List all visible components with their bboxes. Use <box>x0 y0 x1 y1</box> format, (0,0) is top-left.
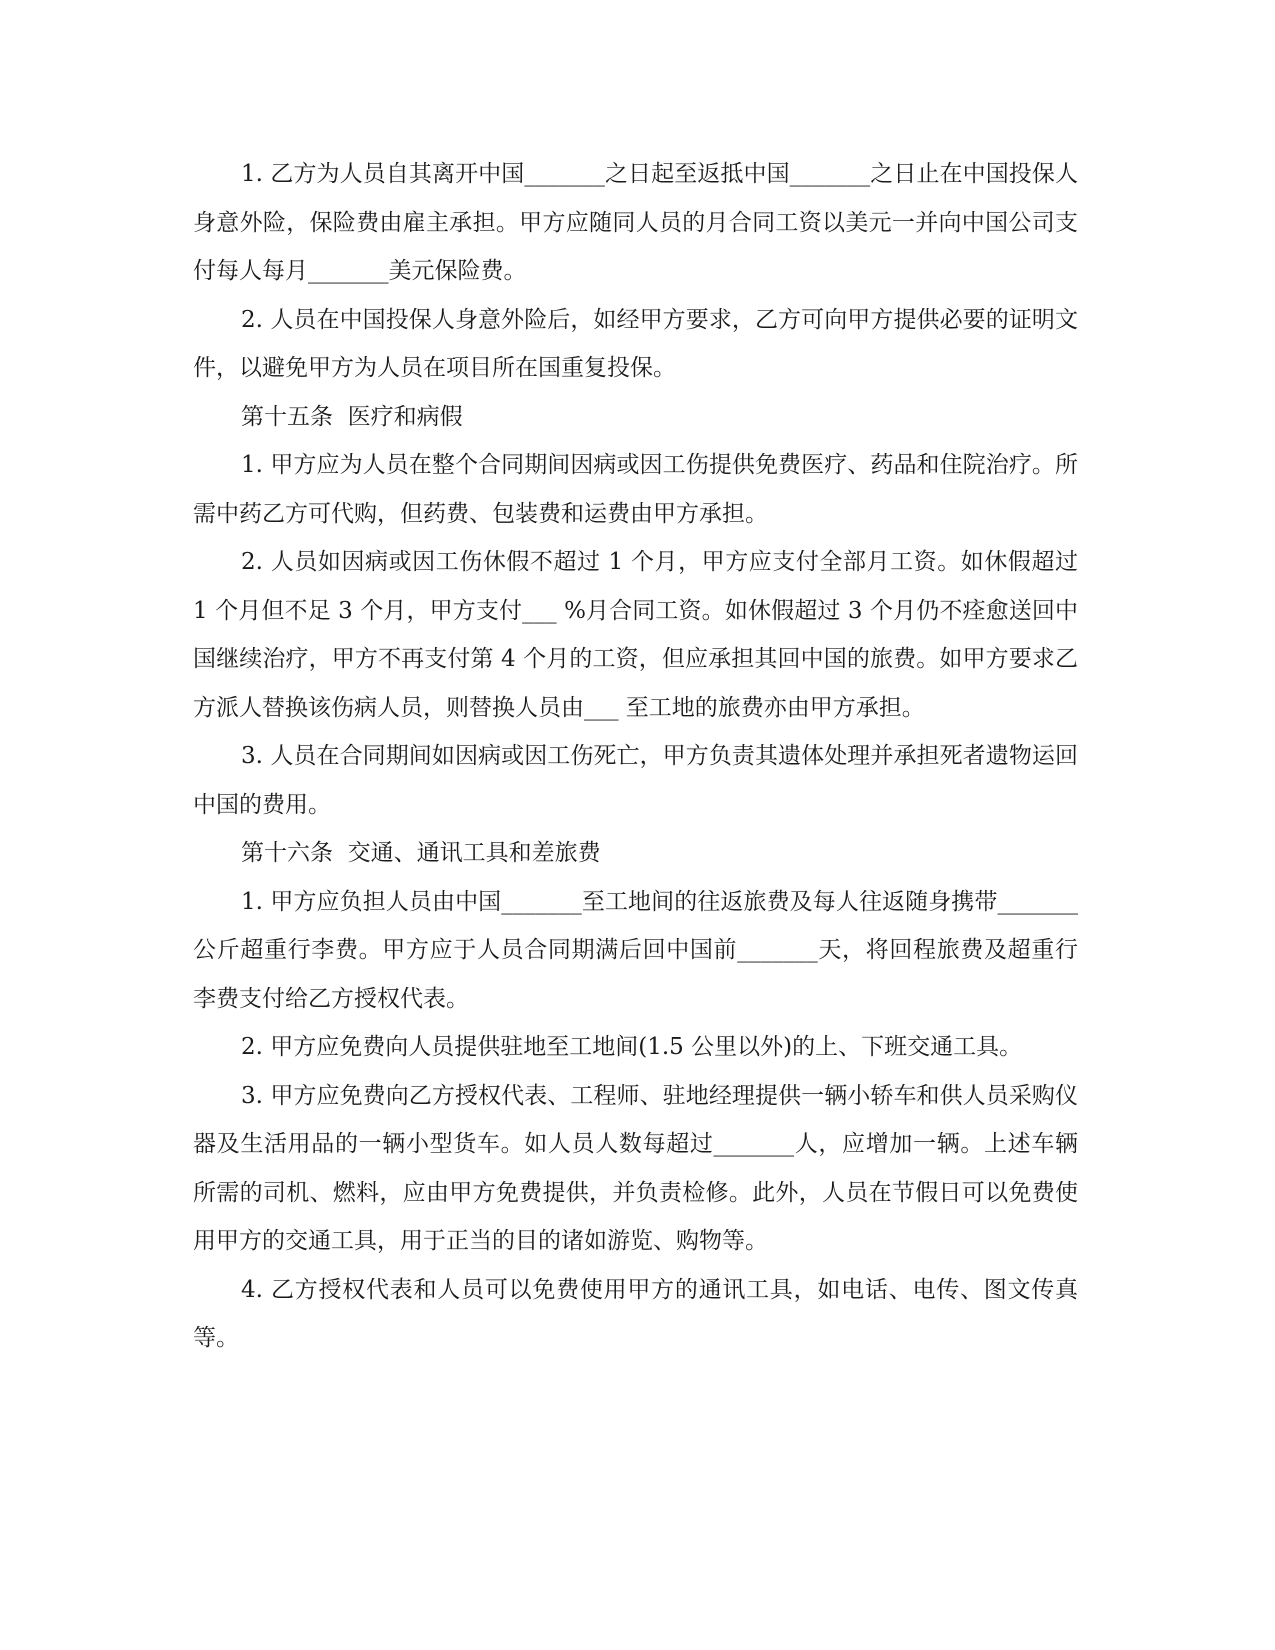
transport-clause-1: 1. 甲方应负担人员由中国_______至工地间的往返旅费及每人往返随身携带_______公斤超重行李费。甲方应于人员合同期满后回中国前_______天，将回程旅费及超重行李费支付给乙方授权代表。 <box>193 888 1078 1012</box>
transport-clause-4: 4. 乙方授权代表和人员可以免费使用甲方的通讯工具，如电话、电传、图文传真等。 <box>193 1276 1078 1351</box>
insurance-clause-2: 2. 人员在中国投保人身意外险后，如经甲方要求，乙方可向甲方提供必要的证明文件，以避免甲方为人员在项目所在国重复投保。 <box>193 306 1078 381</box>
medical-clause-2: 2. 人员如因病或因工伤休假不超过 1 个月，甲方应支付全部月工资。如休假超过 1 个月但不足 3 个月，甲方支付___ %月合同工资。如休假超过 3 个月仍不痊愈送回中国继续治疗，甲方不再支付第 4 个月的工资，但应承担其回中国的旅费。如甲方要求乙方派人替换该伤病人员，则替换人员由___ 至工地的旅费亦由甲方承担。 <box>193 549 1086 721</box>
contract-body <box>193 150 1086 1363</box>
transport-clause-3: 3. 甲方应免费向乙方授权代表、工程师、驻地经理提供一辆小轿车和供人员采购仪器及生活用品的一辆小型货车。如人员人数每超过_______人，应增加一辆。上述车辆所需的司机、燃料，应由甲方免费提供，并负责检修。此外，人员在节假日可以免费使用甲方的交通工具，用于正当的目的诸如游览、购物等。 <box>193 1082 1078 1254</box>
medical-clause-3: 3. 人员在合同期间如因病或因工伤死亡，甲方负责其遗体处理并承担死者遗物运回中国的费用。 <box>193 743 1078 818</box>
article-16-heading: 第十六条 交通、通讯工具和差旅费 <box>241 840 601 866</box>
medical-clause-1: 1. 甲方应为人员在整个合同期间因病或因工伤提供免费医疗、药品和住院治疗。所需中药乙方可代购，但药费、包装费和运费由甲方承担。 <box>193 452 1078 527</box>
insurance-clause-1: 1. 乙方为人员自其离开中国_______之日起至返抵中国_______之日止在中国投保人身意外险，保险费由雇主承担。甲方应随同人员的月合同工资以美元一并向中国公司支付每人每月_______美元保险费。 <box>193 161 1078 284</box>
transport-clause-2: 2. 甲方应免费向人员提供驻地至工地间(1.5 公里以外)的上、下班交通工具。 <box>241 1034 1023 1060</box>
article-15-heading: 第十五条 医疗和病假 <box>241 403 463 430</box>
